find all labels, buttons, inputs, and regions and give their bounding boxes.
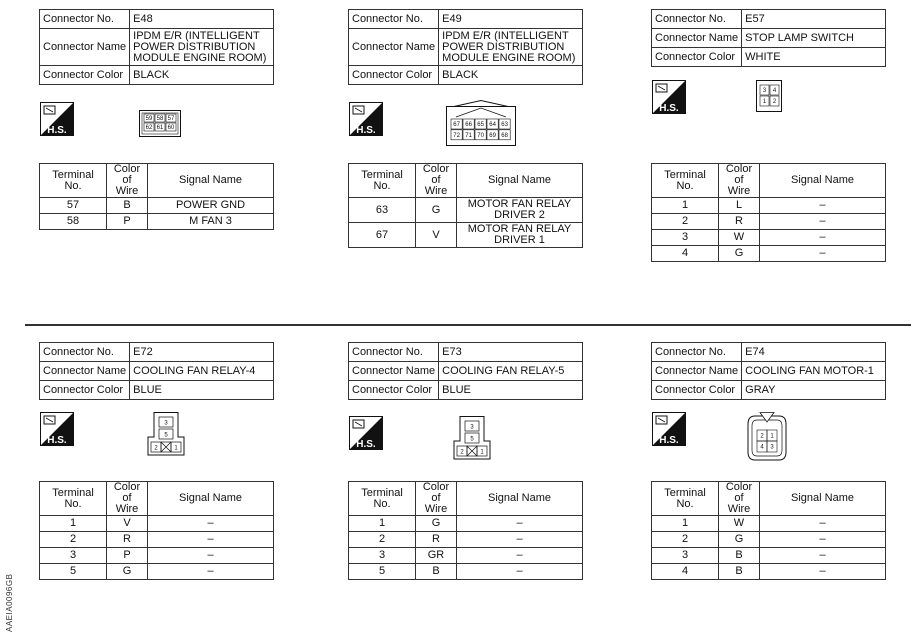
table-row [652, 532, 886, 548]
signal-name: – [148, 532, 274, 548]
terminal-table-e72 [39, 481, 274, 580]
harness-side-icon [40, 412, 74, 446]
signal-name: – [148, 548, 274, 564]
label-connector-name: Connector Name [349, 362, 439, 381]
label-connector-no: Connector No. [40, 10, 130, 29]
connector-name: COOLING FAN RELAY-4 [130, 362, 274, 381]
connector-color: GRAY [742, 381, 886, 400]
connector-e73-face [451, 416, 493, 460]
signal-name: – [457, 516, 583, 532]
wire-color: P [107, 214, 148, 230]
signal-name: MOTOR FAN RELAY DRIVER 1 [457, 223, 583, 248]
table-row [652, 230, 886, 246]
table-row [349, 223, 583, 248]
table-row [349, 198, 583, 223]
table-row [349, 516, 583, 532]
pin-label: 59 [145, 116, 153, 123]
connector-name: COOLING FAN MOTOR-1 [742, 362, 886, 381]
connector-no: E72 [130, 343, 274, 362]
label-connector-color: Connector Color [652, 381, 742, 400]
terminal-no: 3 [349, 548, 416, 564]
signal-name: MOTOR FAN RELAY DRIVER 2 [457, 198, 583, 223]
signal-name: – [760, 564, 886, 580]
connector-no: E48 [130, 10, 274, 29]
connector-e74-info [651, 342, 886, 400]
table-row [40, 564, 274, 580]
pin-label: 60 [167, 125, 175, 132]
signal-name: M FAN 3 [148, 214, 274, 230]
table-row [40, 214, 274, 230]
table-row [652, 516, 886, 532]
wire-color: G [416, 198, 457, 223]
header-signal-name: Signal Name [760, 482, 886, 516]
harness-side-icon [349, 416, 383, 450]
header-color-of-wire: Color of Wire [107, 482, 148, 516]
pin-label: 66 [465, 122, 472, 129]
signal-name: – [760, 246, 886, 262]
terminal-no: 1 [652, 516, 719, 532]
connector-e49-face [446, 100, 516, 146]
terminal-no: 57 [40, 198, 107, 214]
terminal-no: 1 [349, 516, 416, 532]
label-connector-color: Connector Color [349, 381, 439, 400]
wire-color: B [107, 198, 148, 214]
label-connector-no: Connector No. [652, 10, 742, 29]
pin-label: 1 [174, 445, 178, 452]
header-terminal-no: Terminal No. [652, 164, 719, 198]
harness-side-icon [349, 102, 383, 136]
terminal-no: 4 [652, 246, 719, 262]
pin-label: 64 [489, 122, 496, 129]
harness-side-icon [652, 412, 686, 446]
connector-no: E74 [742, 343, 886, 362]
wire-color: V [416, 223, 457, 248]
pin-label: 58 [156, 116, 164, 123]
table-row [40, 516, 274, 532]
label-connector-name: Connector Name [652, 29, 742, 48]
harness-side-icon [652, 80, 686, 114]
pin-label: 71 [465, 133, 472, 139]
wire-color: R [719, 214, 760, 230]
signal-name: – [760, 548, 886, 564]
wire-color: W [719, 516, 760, 532]
terminal-no: 58 [40, 214, 107, 230]
terminal-no: 2 [652, 214, 719, 230]
pin-label: 67 [453, 122, 460, 129]
wire-color: G [107, 564, 148, 580]
table-row [349, 532, 583, 548]
signal-name: – [148, 516, 274, 532]
hs-label: H.S. [356, 125, 376, 136]
hs-label: H.S. [659, 103, 679, 114]
terminal-no: 2 [40, 532, 107, 548]
terminal-no: 1 [652, 198, 719, 214]
terminal-no: 5 [349, 564, 416, 580]
pin-label: 5 [164, 432, 168, 439]
pin-label: 2 [760, 433, 764, 440]
table-row [40, 198, 274, 214]
wire-color: B [719, 548, 760, 564]
label-connector-name: Connector Name [349, 29, 439, 66]
terminal-table-e74 [651, 481, 886, 580]
connector-e57-info [651, 9, 886, 67]
figure-code: AAEIA0096GB [5, 573, 14, 632]
pin-label: 4 [772, 88, 777, 95]
pin-label: 2 [154, 445, 158, 452]
wire-color: G [719, 532, 760, 548]
label-connector-no: Connector No. [349, 343, 439, 362]
harness-side-icon [40, 102, 74, 136]
label-connector-name: Connector Name [652, 362, 742, 381]
header-terminal-no: Terminal No. [652, 482, 719, 516]
signal-name: – [760, 532, 886, 548]
table-row [349, 564, 583, 580]
connector-e73-info [348, 342, 583, 400]
pin-label: 3 [164, 420, 168, 427]
connector-name: COOLING FAN RELAY-5 [439, 362, 583, 381]
pin-label: 70 [477, 133, 484, 139]
connector-color: BLUE [439, 381, 583, 400]
wire-color: W [719, 230, 760, 246]
header-color-of-wire: Color of Wire [416, 164, 457, 198]
signal-name: – [457, 532, 583, 548]
connector-no: E57 [742, 10, 886, 29]
label-connector-color: Connector Color [40, 381, 130, 400]
label-connector-no: Connector No. [349, 10, 439, 29]
table-row [652, 564, 886, 580]
table-row [652, 246, 886, 262]
terminal-no: 3 [652, 230, 719, 246]
pin-label: 68 [501, 133, 508, 139]
wire-color: L [719, 198, 760, 214]
wire-color: R [416, 532, 457, 548]
pin-label: 3 [770, 444, 774, 451]
terminal-table-e73 [348, 481, 583, 580]
hs-label: H.S. [356, 439, 376, 450]
label-connector-name: Connector Name [40, 362, 130, 381]
header-signal-name: Signal Name [148, 482, 274, 516]
header-color-of-wire: Color of Wire [416, 482, 457, 516]
terminal-no: 3 [652, 548, 719, 564]
connector-color: BLACK [439, 66, 583, 85]
pin-label: 1 [770, 433, 774, 440]
pin-label: 72 [453, 133, 460, 139]
pin-label: 69 [489, 133, 496, 139]
connector-color: BLUE [130, 381, 274, 400]
signal-name: – [760, 230, 886, 246]
pin-label: 3 [762, 88, 767, 95]
signal-name: – [760, 214, 886, 230]
terminal-no: 2 [652, 532, 719, 548]
connector-color: BLACK [130, 66, 274, 85]
pin-label: 61 [156, 125, 164, 132]
terminal-no: 2 [349, 532, 416, 548]
wire-color: G [416, 516, 457, 532]
header-signal-name: Signal Name [457, 164, 583, 198]
label-connector-color: Connector Color [349, 66, 439, 85]
table-row [40, 548, 274, 564]
label-connector-name: Connector Name [40, 29, 130, 66]
terminal-no: 3 [40, 548, 107, 564]
label-connector-color: Connector Color [40, 66, 130, 85]
terminal-table-e48 [39, 163, 274, 230]
connector-no: E73 [439, 343, 583, 362]
connector-e72-face [145, 412, 187, 456]
connector-name: STOP LAMP SWITCH [742, 29, 886, 48]
terminal-no: 5 [40, 564, 107, 580]
label-connector-no: Connector No. [652, 343, 742, 362]
header-color-of-wire: Color of Wire [719, 164, 760, 198]
terminal-table-e57 [651, 163, 886, 262]
signal-name: – [760, 516, 886, 532]
connector-no: E49 [439, 10, 583, 29]
connector-e57-face [756, 80, 782, 112]
connector-name: IPDM E/R (INTELLIGENT POWER DISTRIBUTION MODULE ENGINE ROOM) [130, 29, 274, 66]
table-row [349, 548, 583, 564]
pin-label: 5 [470, 436, 474, 443]
pin-label: 63 [501, 122, 508, 129]
connector-e74-face [746, 412, 788, 462]
wire-color: R [107, 532, 148, 548]
connector-e48-face [139, 110, 181, 137]
header-terminal-no: Terminal No. [40, 482, 107, 516]
wire-color: GR [416, 548, 457, 564]
connector-name: IPDM E/R (INTELLIGENT POWER DISTRIBUTION MODULE ENGINE ROOM) [439, 29, 583, 66]
terminal-table-e49 [348, 163, 583, 248]
label-connector-no: Connector No. [40, 343, 130, 362]
connector-e48-info [39, 9, 274, 85]
pin-label: 1 [480, 449, 484, 456]
hs-label: H.S. [659, 435, 679, 446]
pin-label: 2 [460, 449, 464, 456]
wire-color: G [719, 246, 760, 262]
wire-color: B [719, 564, 760, 580]
table-row [652, 214, 886, 230]
signal-name: – [760, 198, 886, 214]
header-signal-name: Signal Name [148, 164, 274, 198]
header-signal-name: Signal Name [760, 164, 886, 198]
connector-color: WHITE [742, 48, 886, 67]
pin-label: 3 [470, 424, 474, 431]
terminal-no: 67 [349, 223, 416, 248]
header-color-of-wire: Color of Wire [107, 164, 148, 198]
table-row [40, 532, 274, 548]
hs-label: H.S. [47, 125, 67, 136]
pin-label: 62 [145, 125, 153, 132]
header-terminal-no: Terminal No. [40, 164, 107, 198]
header-terminal-no: Terminal No. [349, 482, 416, 516]
pin-label: 2 [772, 99, 777, 106]
section-divider [25, 324, 911, 326]
table-row [652, 198, 886, 214]
header-color-of-wire: Color of Wire [719, 482, 760, 516]
label-connector-color: Connector Color [652, 48, 742, 67]
signal-name: – [148, 564, 274, 580]
signal-name: POWER GND [148, 198, 274, 214]
wire-color: P [107, 548, 148, 564]
signal-name: – [457, 564, 583, 580]
pin-label: 1 [762, 99, 767, 106]
wire-color: V [107, 516, 148, 532]
terminal-no: 4 [652, 564, 719, 580]
terminal-no: 63 [349, 198, 416, 223]
pin-label: 65 [477, 122, 484, 129]
header-signal-name: Signal Name [457, 482, 583, 516]
table-row [652, 548, 886, 564]
header-terminal-no: Terminal No. [349, 164, 416, 198]
pin-label: 4 [760, 444, 764, 451]
hs-label: H.S. [47, 435, 67, 446]
wire-color: B [416, 564, 457, 580]
connector-e49-info [348, 9, 583, 85]
pin-label: 57 [167, 116, 175, 123]
connector-e72-info [39, 342, 274, 400]
signal-name: – [457, 548, 583, 564]
terminal-no: 1 [40, 516, 107, 532]
